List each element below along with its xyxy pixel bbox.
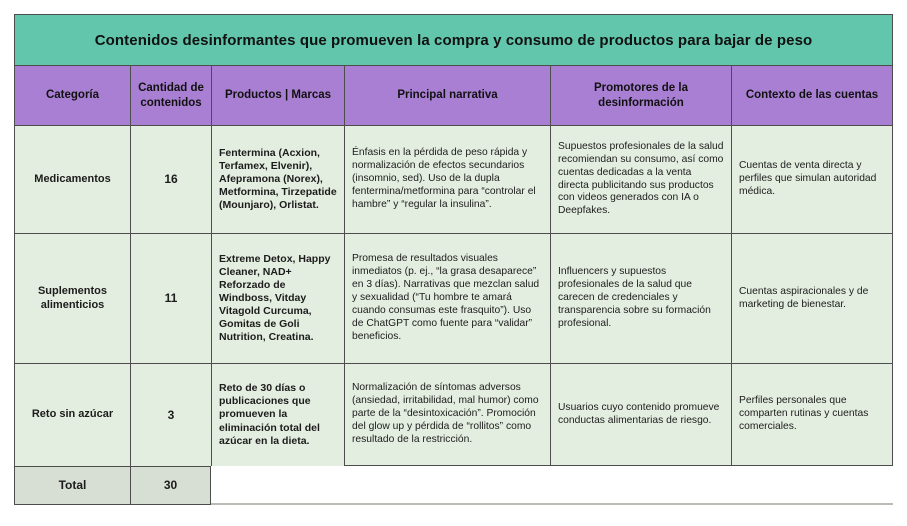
table-title: Contenidos desinformantes que promueven la compra y consumo de productos para bajar de peso	[14, 14, 893, 65]
column-header-promotores: Promotores de la desinformación	[550, 65, 731, 125]
table-row-3-contexto: Perfiles personales que comparten rutinas y cuentas comerciales.	[731, 363, 893, 466]
column-header-productos: Productos | Marcas	[211, 65, 344, 125]
table-row-3-promotores: Usuarios cuyo contenido promueve conductas alimentarias de riesgo.	[550, 363, 731, 466]
table-row-2-categoria: Suplementos alimenticios	[14, 233, 130, 363]
table-row-1-narrativa: Énfasis en la pérdida de peso rápida y normalización de efectos secundarios (insomnio, sed). Uso de la dupla fentermina/metformina para “controlar el hambre” y “regular la insulina”.	[344, 125, 550, 233]
table-row-1-cantidad: 16	[130, 125, 211, 233]
column-header-categoria: Categoría	[14, 65, 130, 125]
table-row-2-contexto: Cuentas aspiracionales y de marketing de bienestar.	[731, 233, 893, 363]
table-row-2-cantidad: 11	[130, 233, 211, 363]
table-grid	[14, 14, 893, 505]
disinformation-table	[14, 14, 893, 505]
table-row-3-productos: Reto de 30 días o publicaciones que promueven la eliminación total del azúcar en la dieta.	[211, 363, 344, 466]
table-row-1-categoria: Medicamentos	[14, 125, 130, 233]
table-row-1-promotores: Supuestos profesionales de la salud recomiendan su consumo, así como cuentas dedicadas a la venta directa publicitando sus productos con videos generados con IA o Deepfakes.	[550, 125, 731, 233]
table-row-3-cantidad: 3	[130, 363, 211, 466]
table-row-3-categoria: Reto sin azúcar	[14, 363, 130, 466]
table-row-3-narrativa: Normalización de síntomas adversos (ansiedad, irritabilidad, mal humor) como parte de la “desintoxicación”. Promoción del glow up y pérdida de “rollitos” como resultado de la restricción.	[344, 363, 550, 466]
table-row-2-promotores: Influencers y supuestos profesionales de la salud que carecen de credenciales y transparencia sobre su formación profesional.	[550, 233, 731, 363]
column-header-narrativa: Principal narrativa	[344, 65, 550, 125]
column-header-cantidad: Cantidad de contenidos	[130, 65, 211, 125]
table-row-2-productos: Extreme Detox, Happy Cleaner, NAD+ Reforzado de Windboss, Vitday Vitagold Curcuma, Gomitas de Goli Nutrition, Creatina.	[211, 233, 344, 363]
total-row-value: 30	[130, 466, 211, 505]
table-row-2-narrativa: Promesa de resultados visuales inmediatos (p. ej., “la grasa desaparece” en 3 días). Narrativas que mezclan salud y sexualidad (“Tu hombre te amará cuando consumas este frasquito”). Uso de ChatGPT como fuente para “validar” beneficios.	[344, 233, 550, 363]
column-header-contexto: Contexto de las cuentas	[731, 65, 893, 125]
total-row-label: Total	[14, 466, 130, 505]
total-row-empty-space	[211, 466, 893, 505]
table-row-1-contexto: Cuentas de venta directa y perfiles que simulan autoridad médica.	[731, 125, 893, 233]
table-row-1-productos: Fentermina (Acxion, Terfamex, Elvenir), Afepramona (Norex), Metformina, Tirzepatide (Mounjaro), Orlistat.	[211, 125, 344, 233]
